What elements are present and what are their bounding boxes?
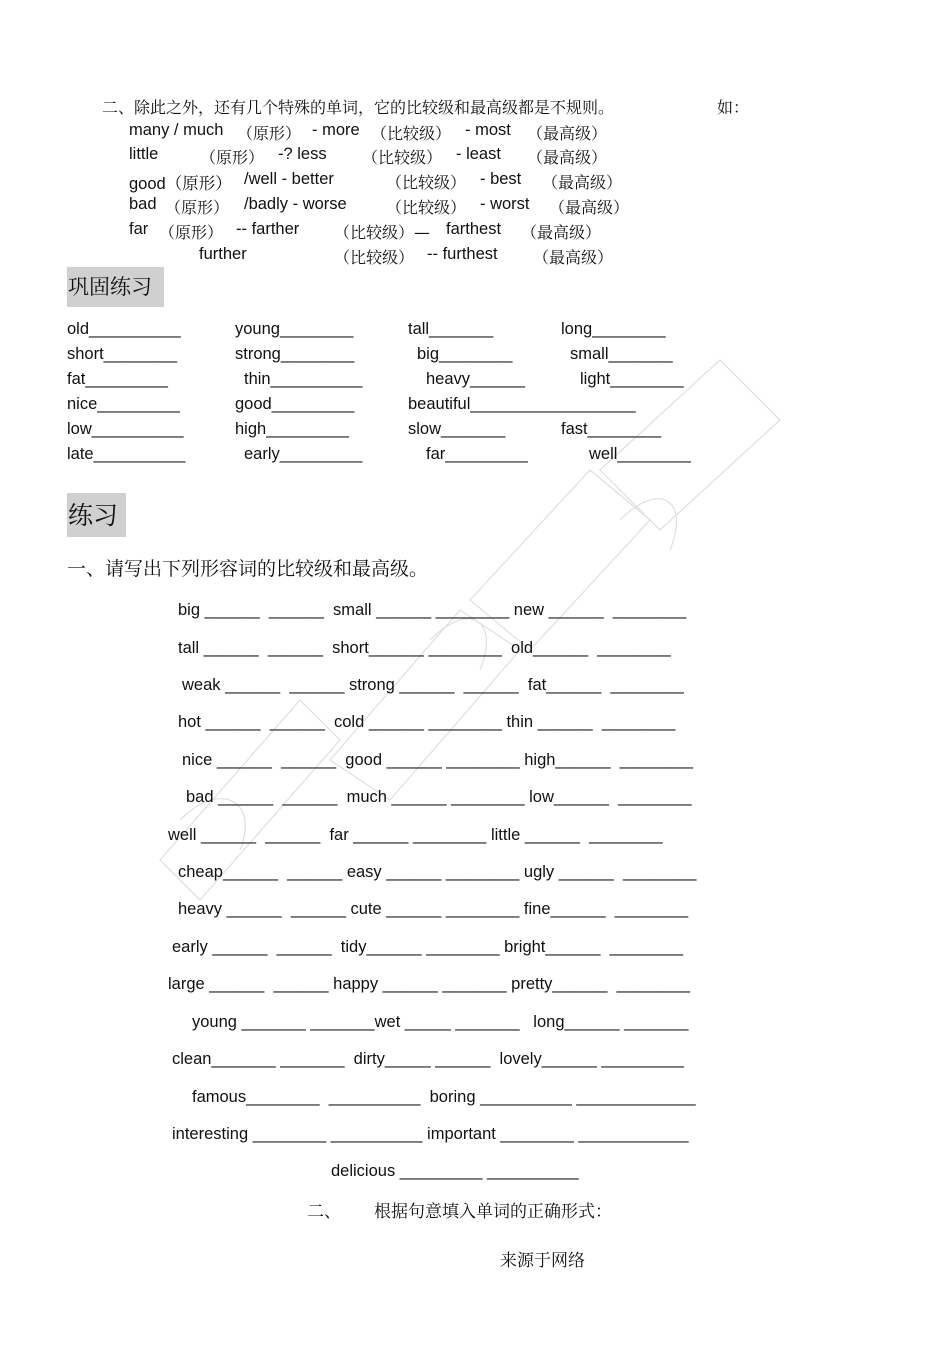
exercise-blank: short________ xyxy=(67,345,178,363)
exercise-blank: fat_________ xyxy=(67,370,168,388)
exercise-row: interesting ________ __________ important ________ ____________ xyxy=(172,1125,689,1143)
exercise-row: large ______ ______ happy ______ _______ pretty______ ________ xyxy=(168,975,691,993)
irregular-base-label: （原形） xyxy=(237,124,302,143)
irregular-comparative: /badly - worse xyxy=(244,195,347,213)
irregular-base-label: （原形） xyxy=(159,223,224,242)
exercise-blank: high_________ xyxy=(235,420,349,438)
exercise-row: nice ______ ______ good ______ ________ high______ ________ xyxy=(182,751,694,769)
irregular-comparative-label: （比较级） xyxy=(334,248,415,267)
irregular-superlative: farthest xyxy=(446,220,502,238)
question-1: 一、请写出下列形容词的比较级和最高级。 xyxy=(67,558,429,580)
exercise-blank: early_________ xyxy=(244,445,363,463)
irregular-superlative-label: （最高级） xyxy=(533,248,614,267)
irregular-superlative-label: （最高级） xyxy=(542,173,623,192)
irregular-superlative-label: （最高级） xyxy=(527,148,608,167)
exercise-row: heavy ______ ______ cute ______ ________ fine______ ________ xyxy=(178,900,689,918)
exercise-blank: well________ xyxy=(589,445,691,463)
exercise-row: delicious _________ __________ xyxy=(331,1162,579,1180)
irregular-base-label: （原形） xyxy=(200,148,265,167)
irregular-base: bad xyxy=(129,195,157,213)
irregular-comparative-label: （比较级） xyxy=(362,148,443,167)
exercise-blank: good_________ xyxy=(235,395,355,413)
exercise-row: hot ______ ______ cold ______ ________ thin ______ ________ xyxy=(178,713,676,731)
irregular-base: far xyxy=(129,220,149,238)
exercise-blank: light________ xyxy=(580,370,684,388)
question-2-text: 根据句意填入单词的正确形式： xyxy=(374,1202,612,1222)
irregular-superlative-label: （最高级） xyxy=(521,223,602,242)
exercise-blank: young________ xyxy=(235,320,354,338)
irregular-superlative-label: （最高级） xyxy=(549,198,630,217)
irregular-superlative-label: （最高级） xyxy=(527,124,608,143)
irregular-comparative: further xyxy=(199,245,247,263)
exercise-blank: heavy______ xyxy=(426,370,526,388)
irregular-base-label: （原形） xyxy=(165,198,230,217)
question-2-number: 二、 xyxy=(307,1202,341,1222)
exercise-blank: slow_______ xyxy=(408,420,506,438)
section-title-practice: 练习 xyxy=(67,493,126,537)
irregular-comparative-label: （比较级） xyxy=(386,173,467,192)
irregular-superlative: - most xyxy=(465,121,511,139)
exercise-row: big ______ ______ small ______ ________ new ______ ________ xyxy=(178,601,687,619)
exercise-blank: long________ xyxy=(561,320,666,338)
intro-suffix: 如： xyxy=(717,98,750,117)
exercise-blank: late__________ xyxy=(67,445,186,463)
intro-line: 二、除此之外，还有几个特殊的单词，它的比较级和最高级都是不规则。 xyxy=(102,98,615,117)
irregular-comparative: -? less xyxy=(278,145,327,163)
irregular-superlative: - least xyxy=(456,145,501,163)
exercise-row: clean_______ _______ dirty_____ ______ lovely______ _________ xyxy=(172,1050,684,1068)
exercise-blank: tall_______ xyxy=(408,320,494,338)
exercise-blank: beautiful__________________ xyxy=(408,395,636,413)
exercise-blank: low__________ xyxy=(67,420,184,438)
irregular-superlative: - best xyxy=(480,170,522,188)
footer-source: 来源于网络 xyxy=(500,1251,585,1271)
exercise-blank: small_______ xyxy=(570,345,673,363)
irregular-base: good（原形） xyxy=(129,175,232,193)
exercise-row: cheap______ ______ easy ______ ________ ugly ______ ________ xyxy=(178,863,697,881)
exercise-blank: big________ xyxy=(417,345,513,363)
exercise-row: early ______ ______ tidy______ ________ bright______ ________ xyxy=(172,938,684,956)
irregular-base: little xyxy=(129,145,159,163)
exercise-row: bad ______ ______ much ______ ________ low______ ________ xyxy=(186,788,692,806)
exercise-blank: far_________ xyxy=(426,445,528,463)
irregular-comparative-label: （比较级）— xyxy=(334,223,431,242)
exercise-blank: nice_________ xyxy=(67,395,180,413)
section-title-consolidation: 巩固练习 xyxy=(67,267,164,307)
exercise-blank: fast________ xyxy=(561,420,662,438)
irregular-comparative-label: （比较级） xyxy=(386,198,467,217)
irregular-base: many / much xyxy=(129,121,224,139)
exercise-row: tall ______ ______ short______ ________ old______ ________ xyxy=(178,639,671,657)
irregular-superlative: - worst xyxy=(480,195,530,213)
irregular-superlative: -- furthest xyxy=(427,245,498,263)
irregular-comparative: /well - better xyxy=(244,170,334,188)
exercise-blank: strong________ xyxy=(235,345,355,363)
irregular-comparative: -- farther xyxy=(236,220,300,238)
irregular-comparative: - more xyxy=(312,121,360,139)
exercise-row: weak ______ ______ strong ______ ______ fat______ ________ xyxy=(182,676,684,694)
exercise-row: young _______ _______wet _____ _______ long______ _______ xyxy=(192,1013,689,1031)
exercise-blank: old__________ xyxy=(67,320,181,338)
irregular-comparative-label: （比较级） xyxy=(371,124,452,143)
exercise-row: well ______ ______ far ______ ________ little ______ ________ xyxy=(168,826,663,844)
exercise-row: famous________ __________ boring __________ _____________ xyxy=(192,1088,696,1106)
exercise-blank: thin__________ xyxy=(244,370,363,388)
